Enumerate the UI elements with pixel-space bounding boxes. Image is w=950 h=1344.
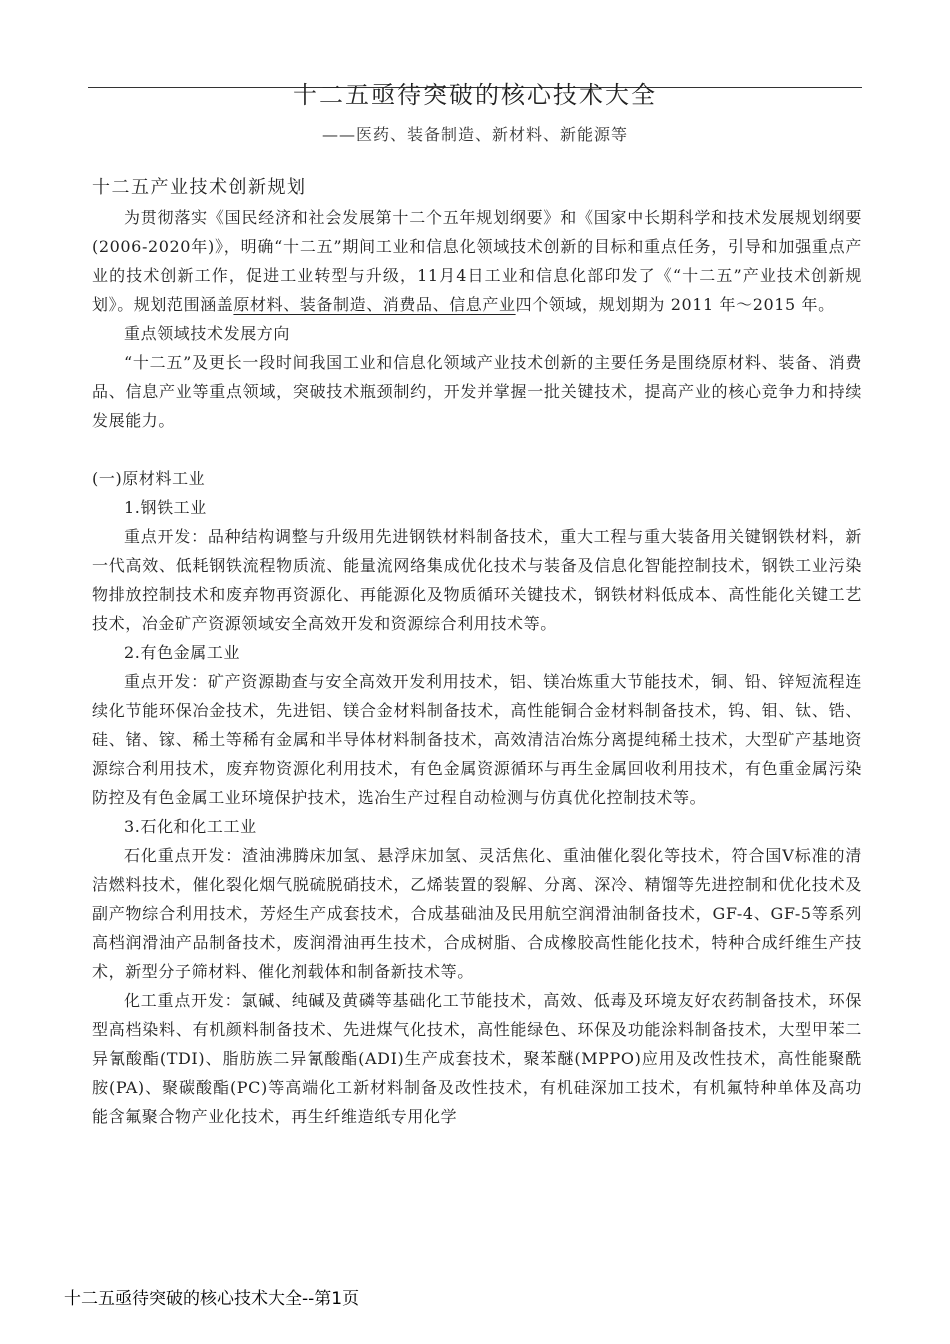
document-subtitle: ——医药、装备制造、新材料、新能源等 xyxy=(321,125,628,144)
direction-heading: 重点领域技术发展方向 xyxy=(124,324,291,343)
direction-paragraph: “十二五”及更长一段时间我国工业和信息化领域产业技术创新的主要任务是围绕原材料、装备、消费品、信息产业等重点领域，突破技术瓶颈制约，开发并掌握一批关键技术，提高产业的核心竞争力和持续发展能力。 xyxy=(92,353,862,430)
paragraph-gap xyxy=(92,435,862,464)
part1-heading: (一)原材料工业 xyxy=(92,469,206,488)
intro-text-part1: 为贯彻落实《国民经济和社会发展第十二个五年规划纲要》和《国家中长期科学和技术发展规划纲要(2006-2020年)》，明确“十二五”期间工业和信息化领域技术创新的目标和重点任务，引导和加强重点产业的技术创新工作，促进工业转型与升级，11月4日工业和信息化部印发了《“十二五”产业技术创新规划》。规划范围涵盖 xyxy=(92,208,862,314)
document-title: 十二五亟待突破的核心技术大全 xyxy=(293,81,657,109)
intro-text-part2: 四个领域，规划期为 2011 年～2015 年。 xyxy=(515,295,835,314)
chem-paragraph: 化工重点开发：氯碱、纯碱及黄磷等基础化工节能技术，高效、低毒及环境友好农药制备技术，环保型高档染料、有机颜料制备技术、先进煤气化技术，高性能绿色、环保及功能涂料制备技术，大型甲苯二异氰酸酯(TDI)、脂肪族二异氰酸酯(ADI)生产成套技术，聚苯醚(MPPO)应用及改性技术，高性能聚酰胺(PA)、聚碳酸酯(PC)等高端化工新材料制备及改性技术，有机硅深加工技术，有机氟特种单体及高功能含氟聚合物产业化技术，再生纤维造纸专用化学 xyxy=(92,991,862,1126)
steel-heading: 1.钢铁工业 xyxy=(124,498,207,517)
petro-paragraph: 石化重点开发：渣油沸腾床加氢、悬浮床加氢、灵活焦化、重油催化裂化等技术，符合国Ⅴ标准的清洁燃料技术，催化裂化烟气脱硫脱硝技术，乙烯装置的裂解、分离、深冷、精馏等先进控制和优化技术及副产物综合利用技术，芳烃生产成套技术，合成基础油及民用航空润滑油制备技术，GF-4、GF-5等系列高档润滑油产品制备技术，废润滑油再生技术，合成树脂、合成橡胶高性能化技术，特种合成纤维生产技术，新型分子筛材料、催化剂载体和制备新技术等。 xyxy=(92,846,862,981)
section-heading: 十二五产业技术创新规划 xyxy=(92,177,307,198)
nonferrous-heading: 2.有色金属工业 xyxy=(124,643,241,662)
nonferrous-paragraph: 重点开发：矿产资源勘查与安全高效开发利用技术，铝、镁冶炼重大节能技术，铜、铅、锌短流程连续化节能环保冶金技术，先进铝、镁合金材料制备技术，高性能铜合金材料制备技术，钨、钼、钛、锆、硅、锗、镓、稀土等稀有金属和半导体材料制备技术，高效清洁冶炼分离提纯稀土技术，大型矿产基地资源综合利用技术，废弃物资源化利用技术，有色金属资源循环与再生金属回收利用技术，有色重金属污染防控及有色金属工业环境保护技术，选冶生产过程自动检测与仿真优化控制技术等。 xyxy=(92,672,862,807)
intro-paragraph xyxy=(92,203,862,319)
page-footer: 十二五亟待突破的核心技术大全--第1页 xyxy=(64,1289,360,1309)
steel-paragraph: 重点开发：品种结构调整与升级用先进钢铁材料制备技术，重大工程与重大装备用关键钢铁材料，新一代高效、低耗钢铁流程物质流、能量流网络集成优化技术与装备及信息化智能控制技术，钢铁工业污染物排放控制技术和废弃物再资源化、再能源化及物质循环关键技术，钢铁材料低成本、高性能化关键工艺技术，冶金矿产资源领域安全高效开发和资源综合利用技术等。 xyxy=(92,527,862,633)
petro-heading: 3.石化和化工工业 xyxy=(124,817,257,836)
intro-underlined-fields: 原材料、装备制造、消费品、信息产业 xyxy=(233,295,516,314)
document-body xyxy=(92,173,862,1131)
